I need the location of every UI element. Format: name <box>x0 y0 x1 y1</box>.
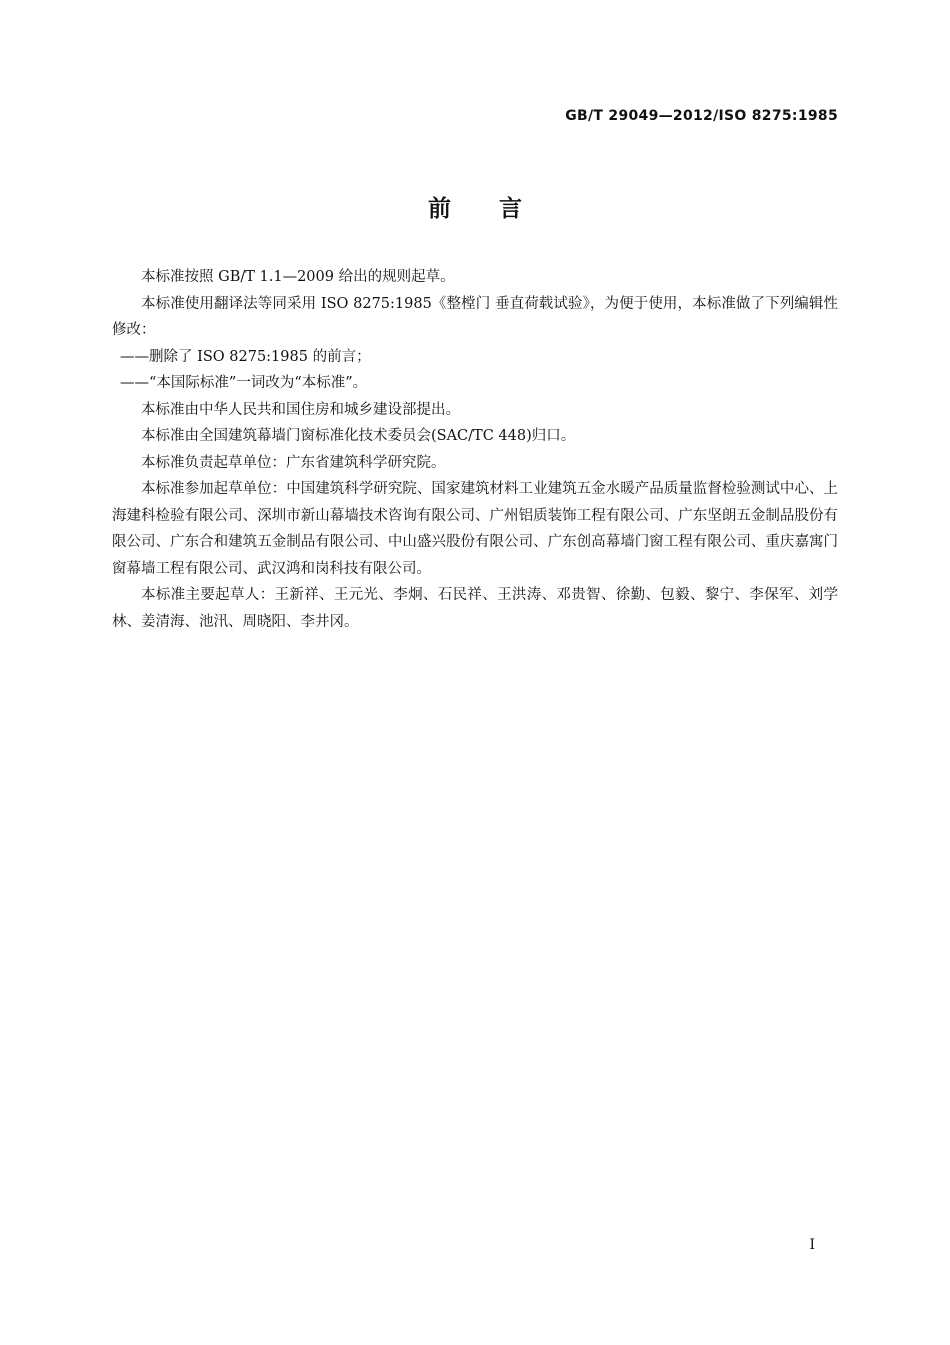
paragraph-drafting-rules: 本标准按照 GB/T 1.1—2009 给出的规则起草。 <box>141 269 455 285</box>
modification-item: ——删除了 ISO 8275:1985 的前言； <box>120 348 371 365</box>
paragraph-committee: 本标准由全国建筑幕墙门窗标准化技术委员会(SAC/TC 448)归口。 <box>141 428 576 444</box>
page-title: 前言 <box>428 196 570 222</box>
modification-item: ——“本国际标准”一词改为“本标准”。 <box>120 375 368 391</box>
page-number: I <box>809 1237 815 1253</box>
paragraph-participating-units: 本标准参加起草单位：中国建筑科学研究院、国家建筑材料工业建筑五金水暖产品质量监督检验测试中心、上海建科检验有限公司、深圳市新山幕墙技术咨询有限公司、广州铝质装饰工程有限公司、广东坚朗五金制品股份有限公司、广东合和建筑五金制品有限公司、中山盛兴股份有限公司、广东创高幕墙门窗工程有限公司、重庆嘉寓门窗幕墙工程有限公司、武汉鸿和岗科技有限公司。 <box>112 481 838 577</box>
paragraph-proposer: 本标准由中华人民共和国住房和城乡建设部提出。 <box>141 401 460 418</box>
paragraph-adoption: 本标准使用翻译法等同采用 ISO 8275:1985《整樘门 垂直荷载试验》，为便于使用，本标准做了下列编辑性修改： <box>112 295 838 338</box>
standard-number: GB/T 29049—2012/ISO 8275:1985 <box>565 108 838 124</box>
paragraph-lead-drafter: 本标准负责起草单位：广东省建筑科学研究院。 <box>141 454 446 471</box>
foreword-body <box>112 264 838 635</box>
paragraph-main-drafters: 本标准主要起草人：王新祥、王元光、李炯、石民祥、王洪涛、邓贵智、徐勤、包毅、黎宁、李保军、刘学林、姜清海、池汛、周晓阳、李井冈。 <box>112 587 838 630</box>
